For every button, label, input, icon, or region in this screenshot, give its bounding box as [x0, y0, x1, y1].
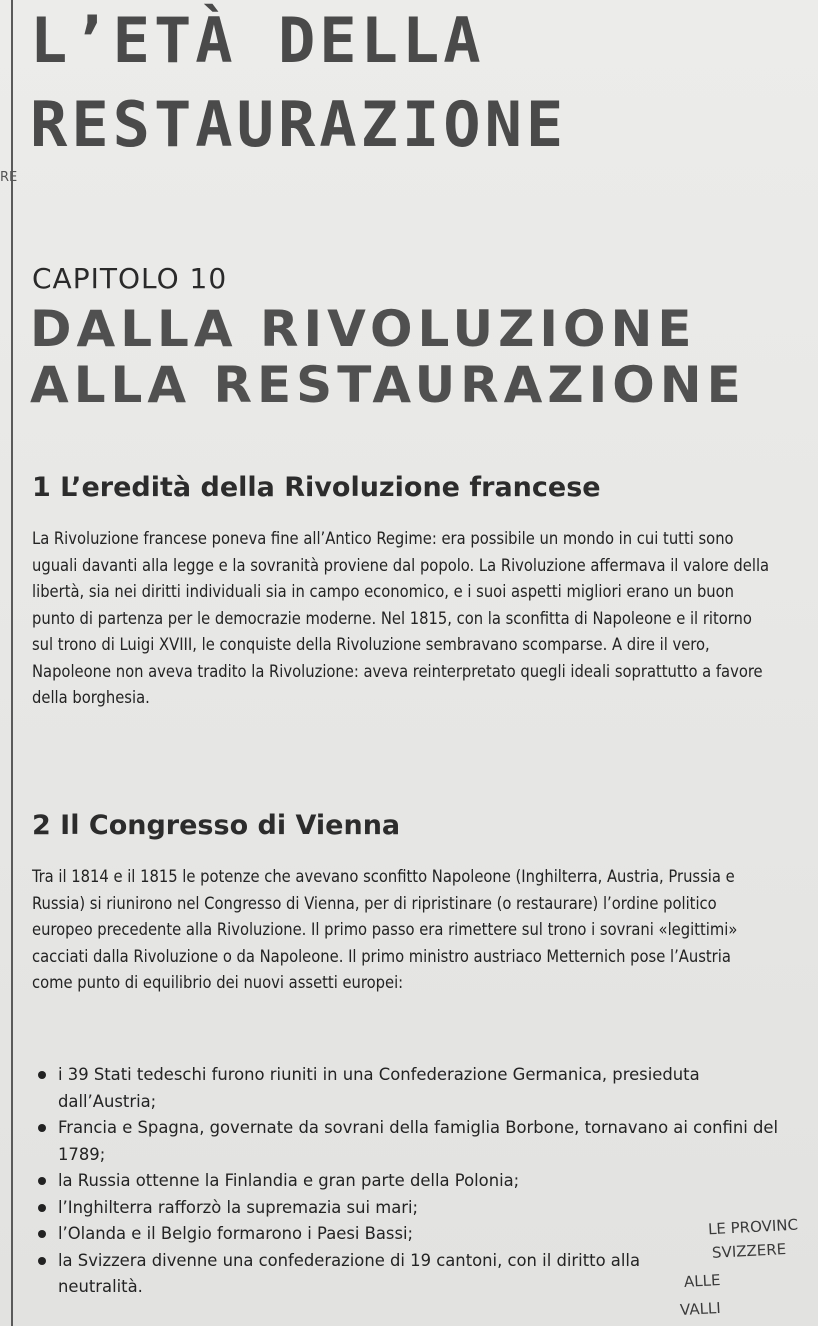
- list-item: la Svizzera divenne una confederazione di 19 cantoni, con il diritto alla neutralità.: [32, 1248, 658, 1301]
- section-2-paragraph: Tra il 1814 e il 1815 le potenze che avevano sconfitto Napoleone (Inghilterra, Austria, Prussia e Russia) si riunirono nel Congresso di Vienna, per di ripristinare (o restaurare) l’ordine politico europeo precedente alla Rivoluzione. Il primo passo era rimettere sul trono i sovrani «legittimi» cacciati dalla Rivoluzione o da Napoleone. Il primo ministro austriaco Metternich pose l’Austria come punto di equilibrio dei nuovi assetti europei:: [32, 867, 738, 992]
- territory-list: [32, 1062, 782, 1301]
- list-item: Francia e Spagna, governate da sovrani della famiglia Borbone, tornavano ai confini del 1789;: [32, 1115, 782, 1168]
- section-heading-2: 2 Il Congresso di Vienna: [32, 810, 401, 841]
- list-item: l’Inghilterra rafforzò la supremazia sui mari;: [32, 1195, 782, 1222]
- main-title-line-1: L’ETÀ DELLA: [30, 4, 485, 77]
- handwritten-note-4: VALLI: [679, 1298, 722, 1320]
- chapter-title-line-1: DALLA RIVOLUZIONE: [30, 300, 697, 358]
- list-item: la Russia ottenne la Finlandia e gran parte della Polonia;: [32, 1168, 782, 1195]
- handwritten-note-1: LE PROVINC: [707, 1215, 799, 1239]
- list-item: l’Olanda e il Belgio formarono i Paesi Bassi;: [32, 1221, 782, 1248]
- handwritten-note-2: SVIZZERE: [711, 1240, 787, 1262]
- chapter-title-line-2: ALLA RESTAURAZIONE: [30, 356, 746, 414]
- main-title-line-2: RESTAURAZIONE: [30, 88, 568, 161]
- margin-note: RE: [0, 170, 18, 185]
- chapter-label: CAPITOLO 10: [32, 262, 228, 295]
- margin-rule: [11, 0, 13, 1326]
- handwritten-note-3: ALLE: [683, 1271, 721, 1291]
- section-1-paragraph: La Rivoluzione francese poneva fine all’Antico Regime: era possibile un mondo in cui tutti sono uguali davanti alla legge e la sovranità proviene dal popolo. La Rivoluzione affermava il valore della libertà, sia nei diritti individuali sia in campo economico, e i suoi aspetti migliori erano un buon punto di partenza per le democrazie moderne. Nel 1815, con la sconfitta di Napoleone e il ritorno sul trono di Luigi XVIII, le conquiste della Rivoluzione sembravano scomparse. A dire il vero, Napoleone non aveva tradito la Rivoluzione: aveva reinterpretato quegli ideali soprattutto a favore della borghesia.: [32, 529, 770, 707]
- section-heading-1: 1 L’eredità della Rivoluzione francese: [32, 472, 601, 503]
- list-item: i 39 Stati tedeschi furono riuniti in una Confederazione Germanica, presieduta dall’Austria;: [32, 1062, 782, 1115]
